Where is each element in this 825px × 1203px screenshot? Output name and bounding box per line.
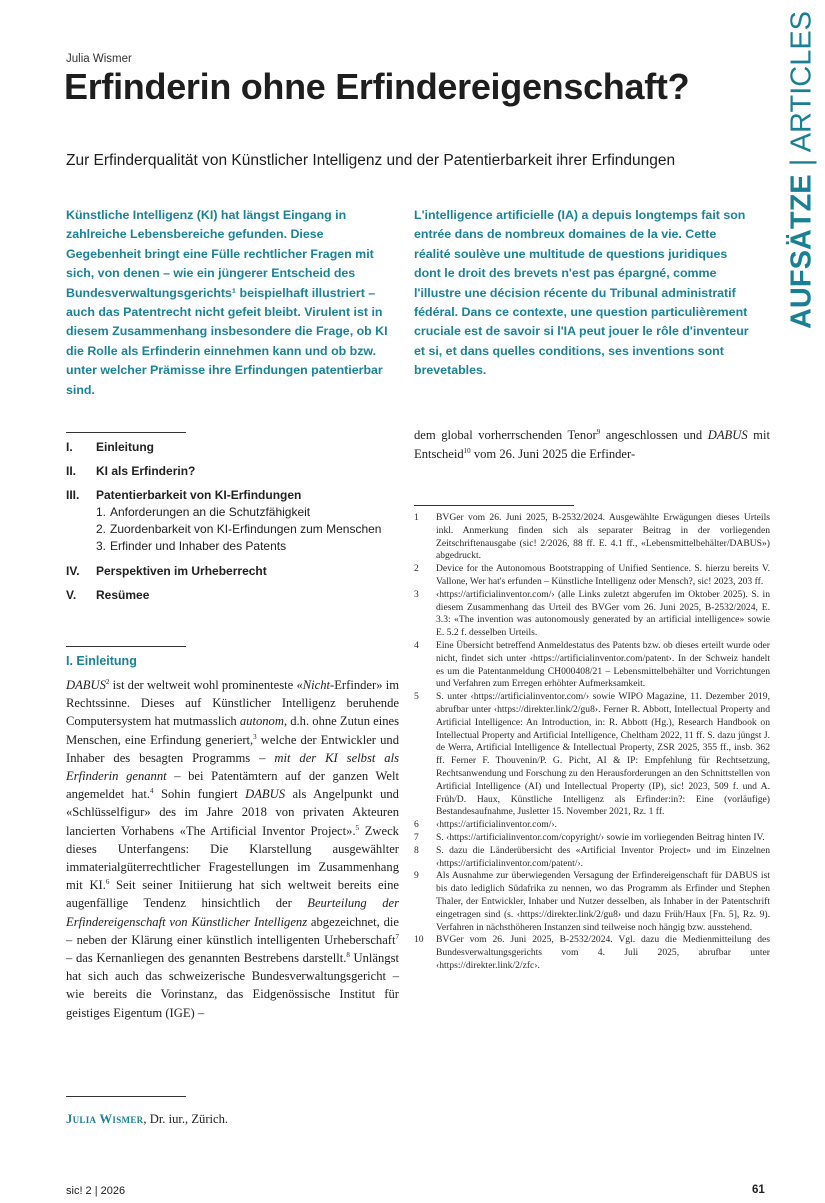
body-text-segment: welche der Entwickler und Inhaber des besagten Programms – [66,732,399,765]
footnote-reference[interactable]: 3 [253,732,257,741]
footnote [414,845,770,871]
footnote-text: Eine Übersicht betreffend Anmeldestatus des Patents bzw. ob dieses erteilt wurde oder nicht, findet sich unter ‹https://artificialinventor.com/patent›. In der Schweiz handelt es um die Patentanmeldung CH000408/21 – Lebensmittelbehälter und Vorrichtungen und Verfahren zum Erregen erhöhter Aufmerksamkeit. [436,639,770,690]
body-text-segment: Zweck dieses Unterfangens: Die Klarstellung ausgewählter immaterialgüterrechtlicher Fragestellungen im Zusammenhang mit KI. [66,823,399,893]
footnote-text: BVGer vom 26. Juni 2025, B-2532/2024. Ausgewählte Erwägungen dieses Urteils inkl. Anmerkung finden sich als separater Beitrag in der vorliegenden Zeitschriftenausgabe (sic! 2/2026, 88 ff. E. 4.1 ff., «Lebensmittelbehälter/DABUS») abgedruckt. [436,512,770,562]
toc-item-label: Einleitung [96,440,154,454]
section-heading: I. Einleitung [66,654,137,668]
toc-subitem-label: Zuordenbarkeit von KI-Erfindungen zum Menschen [110,521,382,536]
toc-subitem[interactable] [66,521,396,538]
article-author: Julia Wismer [66,53,132,65]
body-text-segment: , d.h. ohne Zutun eines Menschen, eine Erfindung generiert, [66,714,400,747]
footnote-reference[interactable]: 10 [463,446,471,455]
body-text-segment: mit Entscheid [414,428,770,461]
toc-subitem-label: Anforderungen an die Schutzfähigkeit [110,505,311,519]
toc-item-label: Perspektiven im Urheberrecht [96,564,267,579]
toc-item[interactable] [66,588,396,602]
author-affiliation-note [66,1112,228,1127]
footnote [414,819,770,832]
footnote [414,870,770,934]
article-title: Erfinderin ohne Erfindereigenschaft? [64,66,690,107]
journal-issue: sic! 2 | 2026 [66,1185,126,1197]
footnote [414,691,770,819]
footnote-number: 8 [414,844,419,856]
article-subtitle: Zur Erfinderqualität von Künstlicher Intelligenz und der Patentierbarkeit ihrer Erfindungen [66,152,676,169]
footnote [414,589,770,640]
emphasis-text: DABUS [66,678,106,692]
footnote-text: S. dazu die Länderübersicht des «Artificial Inventor Project» und im Einzelnen ‹https://artificialinventor.com/patent/›. [436,844,770,869]
footnote-number: 10 [414,934,424,946]
footnote-reference[interactable]: 2 [105,677,110,686]
body-text-segment: vom 26. Juni 2025 die Erfinder- [470,446,636,461]
author-note-details: , Dr. iur., Zürich. [143,1112,229,1126]
footnote-reference[interactable]: 7 [395,932,399,941]
section-label-de: AUFSÄTZE [785,174,818,330]
section-side-label [781,10,823,330]
toc-item-label: KI als Erfinderin? [96,464,196,478]
footnote [414,512,770,563]
toc-subitem-number: 3. [96,538,107,553]
table-of-contents [66,440,396,612]
footnotes [414,512,770,973]
body-text-segment: ist der weltweit wohl prominenteste « [109,678,303,692]
footnote-text: ‹https://artificialinventor.com/› (alle Links zuletzt abgerufen im Oktober 2025). S. in diesem Zusammenhang das Urteil des BVGer vom 26. Juni 2025, B-2532/2024, E. 3.3: «The invention was autonomously generated by an artificial intelligence» sowie E. 5.2 f. desselben Urteils. [436,588,770,639]
toc-item[interactable] [66,440,396,454]
body-text-right-column [414,426,770,463]
page-number: 61 [752,1184,765,1196]
body-text-segment: dem global vorherrschenden Tenor [414,428,597,442]
footnote-number: 3 [414,588,419,600]
footnote-text: BVGer vom 26. Juni 2025, B-2532/2024. Vgl. dazu die Medienmitteilung des Bundesverwaltungsgerichts vom 4. Juli 2025, abrufbar unter ‹https://direkter.link/2/zfc›. [436,934,770,971]
footnote [414,640,770,691]
toc-top-rule [66,432,186,433]
body-text-segment: – das Kernanliegen des genannten Bestrebens darstellt. [66,951,347,966]
emphasis-text: DABUS [707,428,748,442]
toc-subitem-number: 1. [96,505,107,519]
footnote-number: 6 [414,819,419,831]
toc-item[interactable] [66,488,396,502]
toc-subitem-number: 2. [96,521,107,536]
footnote-number: 2 [414,563,419,575]
footnote-reference[interactable]: 5 [355,823,360,832]
toc-subitem[interactable] [66,504,396,521]
footnotes-rule [414,505,574,506]
body-text-left-column [66,676,399,1022]
toc-item-number: IV. [66,564,80,579]
toc-item[interactable] [66,564,396,578]
body-text-segment: -Erfinder» im Rechtssinne. Dieses auf Künstlicher Intelligenz beruhende Computersystem hat mutmasslich [66,678,399,729]
footnote-number: 1 [414,512,419,523]
toc-item-label: Patentierbarkeit von KI-Erfindungen [96,488,302,502]
footnote [414,934,770,972]
toc-subitems [66,504,396,554]
toc-item-number: I. [66,440,73,454]
section-label-separator: | [785,152,818,175]
footnote-number: 7 [414,831,419,843]
body-text-segment: – bei Patentämtern auf der ganzen Welt angemeldet hat. [66,769,399,802]
toc-item-number: V. [66,588,77,603]
toc-item-label: Resümee [96,588,150,603]
toc-item[interactable] [66,464,396,478]
abstract-german: Künstliche Intelligenz (KI) hat längst Eingang in zahlreiche Lebensbereiche gefunden. Diese Gegebenheit bringt eine Fülle rechtlicher Fragen mit sich, von denen – wie ein jüngerer Entscheid des Bundesverwaltungsgerichts¹ beispielhaft illustriert – auch das Patentrecht nicht gefeit bleibt. Virulent ist in diesem Zusammenhang insbesondere die Frage, ob KI die Rolle als Erfinderin einnehmen kann und ob bzw. unter welcher Prämisse ihre Erfindungen patentierbar sind. [66,208,388,397]
author-note-rule [66,1096,186,1097]
body-text-segment: Unlängst hat sich auch das schweizerische Bundesverwaltungsgericht – wie bereits die Vorinstanz, das Eidgenössische Institut für geistiges Eigentum (IGE) – [66,951,400,1020]
footnote [414,563,770,589]
footnote-reference[interactable]: 8 [346,950,350,959]
toc-subitem[interactable] [66,538,396,555]
footnote-text: Device for the Autonomous Bootstrapping of Unified Sentience. S. hierzu bereits V. Vallone, Wer hat's erfunden – Künstliche Intelligenz oder Mensch?, sic! 2023, 203 ff. [436,563,770,587]
emphasis-text: Nicht [302,678,331,692]
abstract-french: L'intelligence artificielle (IA) a depuis longtemps fait son entrée dans de nombreux domaines de la vie. Cette réalité soulève une multitude de questions juridiques dont le droit des brevets n'est pas épargné, comme l'illustre une décision récente du Tribunal administratif fédéral. Dans ce contexte, une question particulièrement cruciale est de savoir si l'IA peut jouer le rôle d'inventeur et si, et dans quelles conditions, ses inventions sont brevetables. [414,208,749,378]
body-text-segment: als Angelpunkt und «Schlüsselfigur» des im Jahre 2018 von privaten Akteuren lancierten Vorhabens «The Artificial Inventor Project». [66,787,399,838]
footnote-number: 9 [414,870,419,882]
toc-bottom-rule [66,646,186,647]
toc-item-number: III. [66,488,80,502]
toc-subitem-label: Erfinder und Inhaber des Patents [110,538,287,553]
section-label-en: ARTICLES [785,10,818,153]
body-text-segment: Sohin fungiert [153,787,246,802]
emphasis-text: DABUS [245,787,285,802]
toc-item-number: II. [66,464,77,478]
body-text-segment: angeschlossen und [600,428,708,442]
footnote-text: ‹https://artificialinventor.com/›. [436,819,557,831]
emphasis-text: autonom [239,714,284,729]
body-text-segment: abgezeichnet, die – neben der Klärung einer künstlich intelligenten Urheberschaft [66,914,399,947]
body-text-segment: Seit seiner Initiierung hat sich weltweit bereits eine augenfällige Tendenz hinsichtlich der [66,878,399,911]
footnote [414,832,770,845]
footnote-number: 4 [414,639,419,651]
footnote-number: 5 [414,691,419,703]
footnote-text: S. ‹https://artificialinventor.com/copyright/› sowie im vorliegenden Beitrag hinten IV. [436,831,765,843]
emphasis-text: Beurteilung der Erfindereigenschaft von Künstlicher Intelligenz [66,896,399,929]
footnote-text: Als Ausnahme zur überwiegenden Versagung der Erfindereigenschaft für DABUS ist bis dato lediglich Südafrika zu nennen, wo das Programm als Erfinder und Stephen Thaler, der Entwickler, Inhaber und Nutzer desselben, als Inhaber in der Patentschrift eingetragen sind (s. ‹https://direkter.link/2/gu8› und dazu Früh/Haux [Fn. 5], Rz. 9). Verfahren in nächsthöheren Instanzen sind teilweise noch hängig bzw. ausstehend. [436,870,770,933]
footnote-text: S. unter ‹https://artificialinventor.com/› sowie WIPO Magazine, 11. Dezember 2019, abrufbar unter ‹https://direkter.link/2/gu8›. Ferner R. Abbott, Intellectual Property and Artificial Intelligence: An Introduction, in: R. Abbott (Hg.), Research Handbook on Intellectual Property and Artificial Intelligence, Cheltham 2022, 11 ff. S. dazu jüngst J. de Werra, Artificial Intelligence & Intellectual Property, ZSR 2025, 355 ff., insb. 362 ff. Ferner F. Thouvenin/P. G. Picht, AI & IP: Empfehlung für Rechtsetzung, Rechtsanwendung und Forschung zu den Herausforderungen an den Schnittstellen von Artificial Intelligence (AI) und Intellectual Property (IP), sic! 2023, 509 f. und A. Früh/D. Haux, Künstliche Intelligenz als Erfinder:in?: Eine (vorläufige) Bestandesaufnahme, Jusletter 15. November 2021, Rz. 1 ff. [436,691,770,818]
footnote-reference[interactable]: 9 [596,427,601,436]
footnote-reference[interactable]: 6 [105,878,110,887]
footnote-reference[interactable]: 4 [150,787,154,796]
author-note-name: Julia Wismer [66,1112,144,1126]
emphasis-text: mit der KI selbst als Erfinderin genannt [66,750,399,784]
